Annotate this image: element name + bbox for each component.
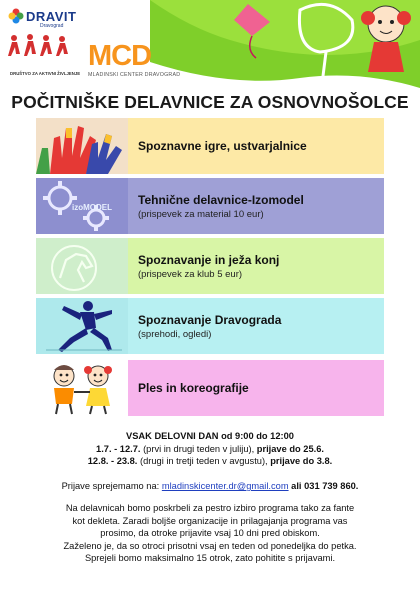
dravit-logo bbox=[6, 4, 86, 76]
izomodel-thumb-text: izoMODEL bbox=[72, 203, 112, 212]
session-1-note: (prvi in drugi teden v juliju), bbox=[143, 443, 255, 454]
mcd-logo: MCD bbox=[88, 40, 152, 72]
daily-time-line bbox=[0, 430, 420, 443]
daily-prefix: VSAK DELOVNI DAN bbox=[126, 431, 219, 441]
flower-icon bbox=[8, 8, 24, 24]
workshop-note: (sprehodi, ogledi) bbox=[138, 328, 212, 340]
gears-icon bbox=[36, 178, 128, 234]
painted-hands-icon bbox=[36, 118, 128, 174]
note-line: Sprejeli bomo maksimalno 15 otrok, zato pohitite s prijavami. bbox=[84, 553, 336, 563]
note-line: Zaželeno je, da so otroci prisotni vsaj en teden od ponedeljka do petka. bbox=[63, 540, 357, 551]
workshop-row-2 bbox=[36, 178, 384, 234]
workshop-row-4 bbox=[36, 298, 384, 354]
jumping-person-icon bbox=[36, 298, 128, 354]
contact-line bbox=[0, 480, 420, 493]
workshop-label: Spoznavne igre, ustvarjalnice bbox=[138, 139, 307, 153]
workshop-row-3 bbox=[36, 238, 384, 294]
org-sub: Dravograd bbox=[40, 23, 64, 29]
session-2-deadline: prijave do 3.8. bbox=[270, 456, 333, 466]
note-line: prosimo, da otroke prijavite vsaj 10 dni pred obiskom. bbox=[100, 528, 320, 538]
schedule bbox=[0, 430, 420, 468]
email-link[interactable]: mladinskicenter.dr@gmail.com bbox=[161, 481, 289, 491]
dancing-kids-icon bbox=[36, 360, 128, 416]
contact-middle: ali bbox=[291, 481, 302, 491]
session-2-line bbox=[0, 455, 420, 468]
daily-time: od 9:00 do 12:00 bbox=[221, 431, 294, 441]
org-name: DRAVIT bbox=[26, 9, 77, 24]
session-1-dates: 1.7. - 12.7. bbox=[96, 443, 141, 454]
workshop-row-1 bbox=[36, 118, 384, 174]
org-caption: DRUŠTVO ZA AKTIVNI ŽIVLJENJE bbox=[10, 71, 81, 76]
note-line: kot dekleta. Zaradi boljše organizacije in prilagajanja programa vas bbox=[72, 515, 348, 526]
session-2-dates: 12.8. - 23.8. bbox=[87, 456, 138, 466]
contact-prefix: Prijave sprejemamo na: bbox=[61, 481, 160, 491]
workshop-label: Spoznavanje Dravograda bbox=[138, 312, 282, 327]
session-1-line bbox=[0, 443, 420, 456]
horse-icon bbox=[36, 238, 128, 294]
workshop-note: (prispevek za klub 5 eur) bbox=[138, 268, 243, 280]
note-line: Na delavnicah bomo poskrbeli za pestro izbiro programa tako za fante bbox=[65, 503, 355, 513]
session-2-note: (drugi in tretji teden v avgustu), bbox=[139, 456, 268, 466]
workshop-row-5 bbox=[36, 360, 384, 416]
runners-icon bbox=[6, 32, 82, 68]
workshop-label: Spoznavanje in ježa konj bbox=[138, 252, 280, 267]
workshop-note: (prispevek za material 10 eur) bbox=[138, 208, 264, 220]
workshop-label: Ples in koreografije bbox=[138, 381, 249, 395]
workshop-label: Tehnične delavnice-Izomodel bbox=[138, 192, 304, 207]
header bbox=[0, 0, 420, 88]
notes bbox=[0, 502, 420, 565]
session-1-deadline: prijave do 25.6. bbox=[256, 443, 324, 454]
phone-number: 031 739 860. bbox=[304, 481, 359, 491]
mcd-caption: MLADINSKI CENTER DRAVOGRAD bbox=[88, 72, 181, 78]
page-title: POČITNIŠKE DELAVNICE ZA OSNOVNOŠOLCE bbox=[11, 92, 409, 112]
